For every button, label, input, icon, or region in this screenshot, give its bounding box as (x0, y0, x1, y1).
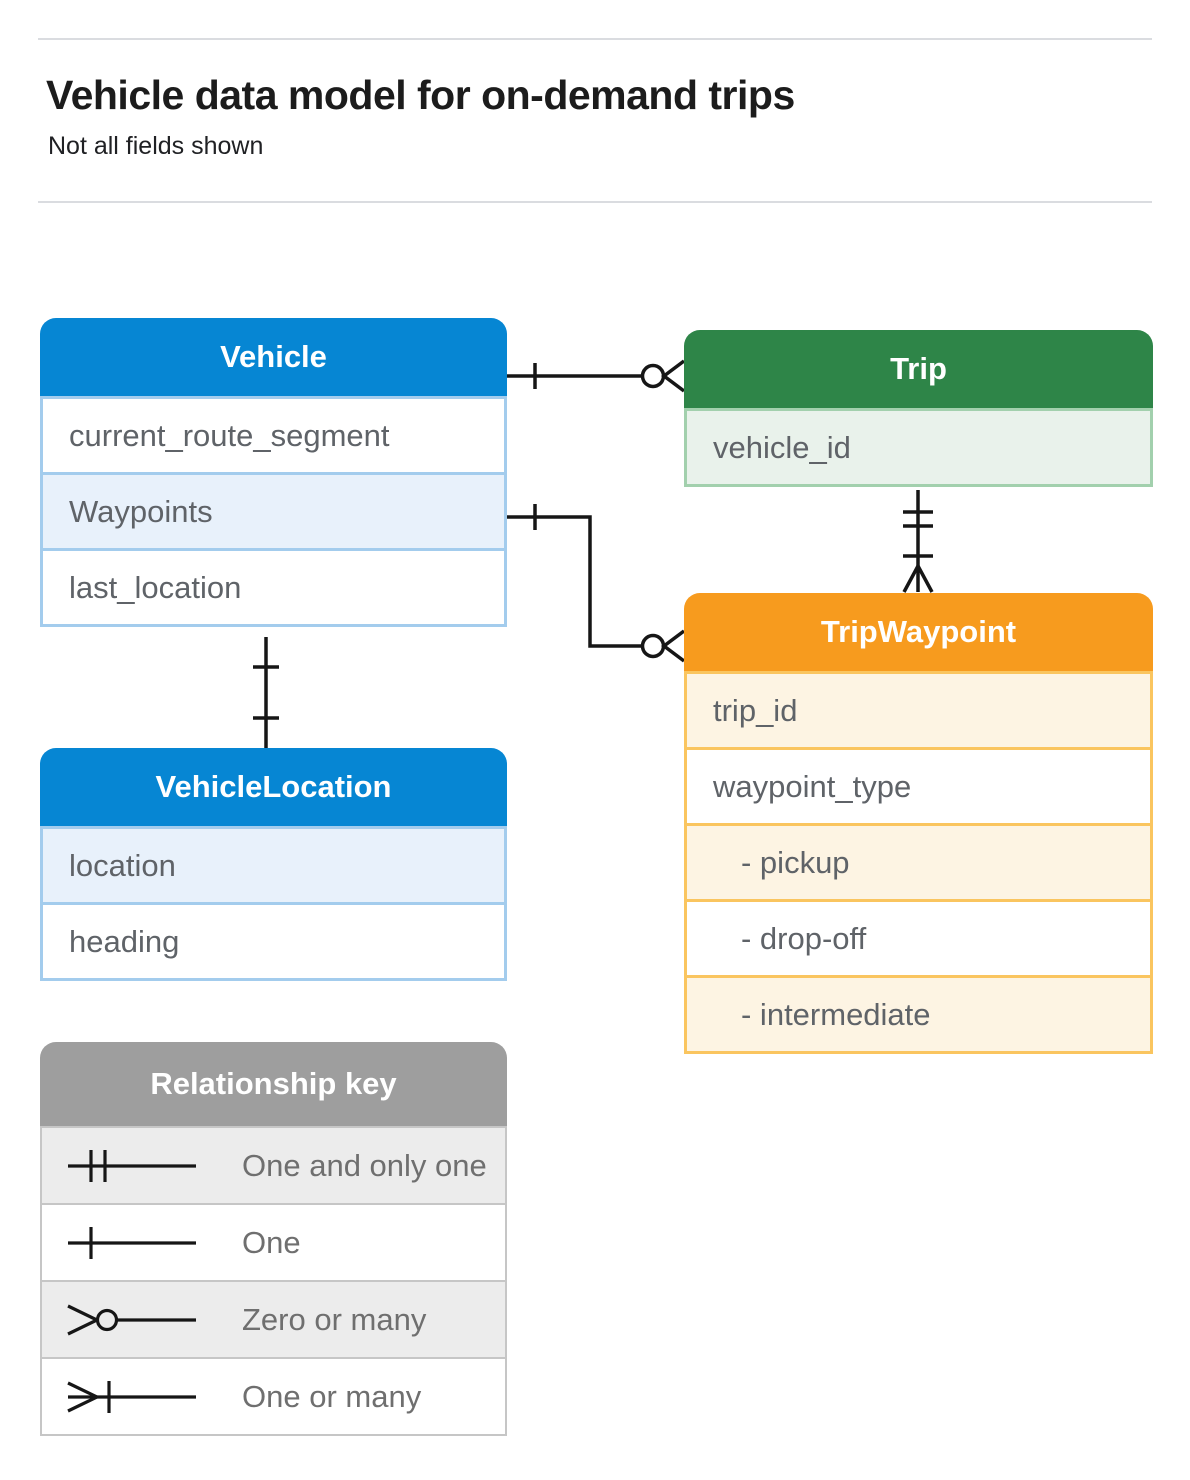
entity-tripwaypoint-title: TripWaypoint (684, 593, 1153, 671)
zero-or-many-icon (62, 1298, 212, 1342)
legend-item-zero-or-many (42, 1280, 505, 1357)
legend-label: One (242, 1224, 301, 1260)
connector-waypoints-tripwaypoint (507, 504, 684, 661)
header-divider (38, 201, 1152, 203)
relationship-key-title: Relationship key (40, 1042, 507, 1126)
entity-vehiclelocation-title: VehicleLocation (40, 748, 507, 826)
field-waypoint-type-dropoff: - drop-off (687, 899, 1150, 975)
legend-label: One or many (242, 1378, 422, 1414)
entity-trip (684, 330, 1153, 487)
field-waypoint-type-intermediate: - intermediate (687, 975, 1150, 1051)
field-waypoint-type: waypoint_type (687, 747, 1150, 823)
legend-label: Zero or many (242, 1301, 427, 1337)
connector-vehicle-trip (507, 361, 684, 391)
field-vehicle-id: vehicle_id (687, 408, 1150, 484)
field-waypoint-type-pickup: - pickup (687, 823, 1150, 899)
one-and-only-one-icon (62, 1144, 212, 1188)
legend-item-one-or-many (42, 1357, 505, 1434)
page-title: Vehicle data model for on-demand trips (46, 72, 795, 118)
relationship-key (40, 1042, 507, 1436)
one-icon (62, 1221, 212, 1265)
legend-item-one (42, 1203, 505, 1280)
entity-trip-title: Trip (684, 330, 1153, 408)
entity-tripwaypoint (684, 593, 1153, 1054)
top-divider (38, 38, 1152, 40)
entity-vehicle (40, 318, 507, 627)
legend-item-one-and-only-one (42, 1126, 505, 1203)
entity-vehiclelocation (40, 748, 507, 981)
field-location: location (43, 826, 504, 902)
one-or-many-icon (62, 1375, 212, 1419)
entity-vehicle-title: Vehicle (40, 318, 507, 396)
connector-trip-tripwaypoint (903, 490, 933, 592)
field-trip-id: trip_id (687, 671, 1150, 747)
field-heading: heading (43, 902, 504, 978)
connector-vehicle-vehiclelocation (253, 637, 279, 748)
field-current-route-segment: current_route_segment (43, 396, 504, 472)
field-waypoints: Waypoints (43, 472, 504, 548)
page-subtitle: Not all fields shown (48, 132, 264, 160)
legend-label: One and only one (242, 1147, 487, 1183)
field-last-location: last_location (43, 548, 504, 624)
